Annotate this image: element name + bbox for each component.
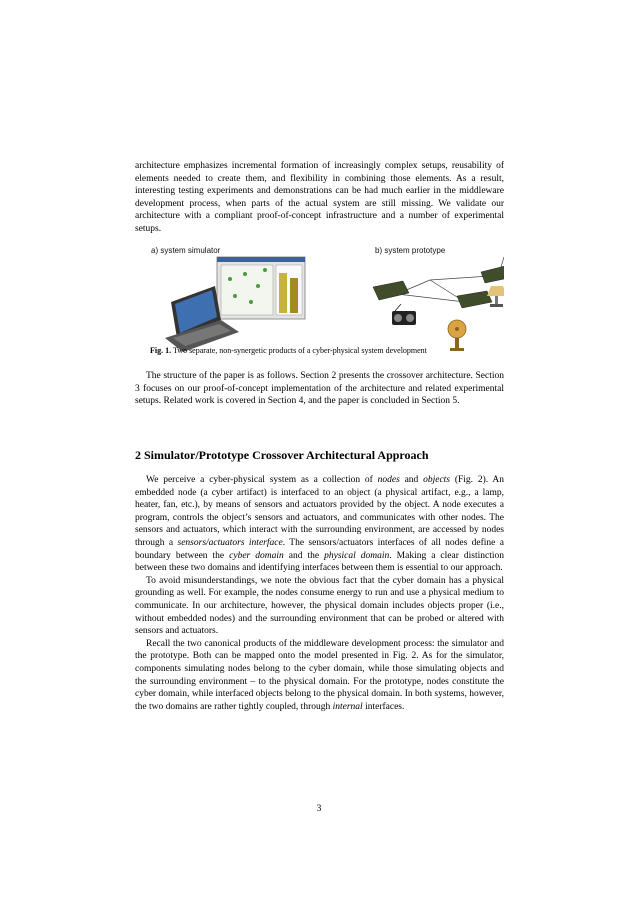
figure-caption-text: Two separate, non-synergetic products of a cyber-physical system development [171, 346, 427, 355]
intro-block [135, 160, 504, 236]
figure-label-a: a) system simulator [151, 246, 221, 255]
figure-caption-label: Fig. 1. [150, 346, 172, 355]
figure-caption [150, 346, 427, 355]
fan-illustration [448, 320, 466, 351]
structure-block [135, 370, 504, 408]
body-paragraph-1: We perceive a cyber-physical system as a collection of nodes and objects (Fig. 2). An embedded node (a cyber artifact) is interfaced to an object (a physical artifact, e.g., a lamp, heater, fan, etc.), by means of sensors and actuators provided by the object. A node executes a program, controls the object’s sensors and actuators, and communicates with other nodes. The sensors and actuators, which interact with the surrounding environment, are accessed by nodes through a sensors/actuators interface. The sensors/actuators interfaces of all nodes define a boundary between the cyber domain and the physical domain. Making a clear distinction between these two domains and identifying interfaces between them is essential to our approach. [135, 475, 504, 574]
intro-paragraph: architecture emphasizes incremental formation of increasingly complex setups, reusability of elements needed to create them, and flexibility in combining those elements. As a result, interesting testing experiments and demonstrations can be had much earlier in the middleware development process, when parts of the actual system are still missing. We validate our architecture with a compliant proof-of-concept infrastructure and a number of experimental setups. [135, 161, 504, 234]
figure-illustration [135, 254, 504, 354]
structure-paragraph: The structure of the paper is as follows. Section 2 presents the crossover architecture. Section 3 focuses on our proof-of-concept implementation of the architecture and related experimental setups. Related work is covered in Section 4, and the paper is concluded in Section 5. [135, 371, 504, 407]
body-paragraph-2: To avoid misunderstandings, we note the obvious fact that the cyber domain has a physical grounding as well. For example, the nodes consume energy to run and use a physical medium to communicate. In our architecture, however, the physical domain includes objects proper (i.e., without embedded nodes) and the surrounding environment that can be probed or altered with sensors and actuators. [135, 575, 504, 637]
section-heading: 2 Simulator/Prototype Crossover Architectural Approach [135, 448, 429, 462]
simulator-window-illustration [217, 257, 305, 319]
body-paragraph-3: Recall the two canonical products of the middleware development process: the simulator and the prototype. Both can be mapped onto the model presented in Fig. 2. As for the simulator, components simulating nodes belong to the cyber domain, while those simulating objects and the surrounding environment – to the physical domain. For the prototype, nodes constitute the cyber domain, while interfaced objects belong to the physical domain. In both systems, however, the two domains are rather tightly coupled, through internal interfaces. [135, 638, 504, 712]
figure-label-b: b) system prototype [375, 246, 446, 255]
sensor-boards-illustration [373, 257, 504, 308]
section-body [135, 474, 504, 713]
figure-1 [135, 246, 504, 358]
radio-illustration [392, 304, 416, 325]
page-number: 3 [316, 804, 322, 814]
